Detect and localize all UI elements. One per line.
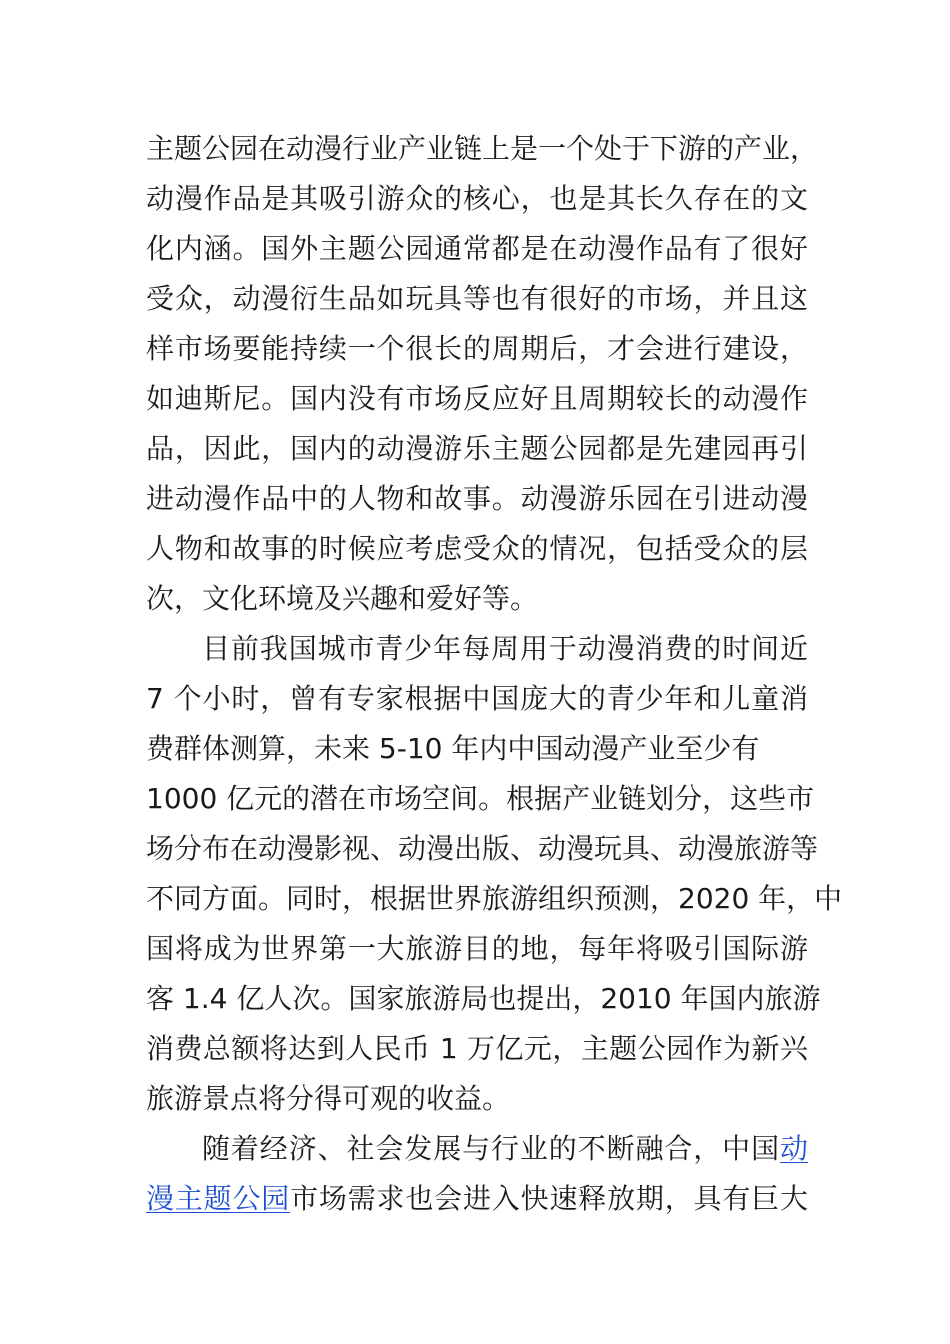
article-body <box>146 124 843 1224</box>
text-line: 7 个小时，曾有专家根据中国庞大的青少年和儿童消 <box>146 682 808 715</box>
text-line: 如迪斯尼。国内没有市场反应好且周期较长的动漫作 <box>146 382 808 415</box>
text-line: 样市场要能持续一个很长的周期后，才会进行建设， <box>146 332 808 365</box>
text-line: 受众，动漫衍生品如玩具等也有很好的市场，并且这 <box>146 282 808 315</box>
text-line <box>146 1124 808 1174</box>
text-line <box>146 1174 808 1224</box>
text-line: 消费总额将达到人民币 1 万亿元，主题公园作为新兴 <box>146 1032 808 1065</box>
text-line: 客 1.4 亿人次。国家旅游局也提出，2010 年国内旅游 <box>146 982 821 1015</box>
text-line: 场分布在动漫影视、动漫出版、动漫玩具、动漫旅游等 <box>146 832 819 865</box>
text-line: 进动漫作品中的人物和故事。动漫游乐园在引进动漫 <box>146 482 808 515</box>
text-line: 国将成为世界第一大旅游目的地，每年将吸引国际游 <box>146 932 808 965</box>
text-line: 旅游景点将分得可观的收益。 <box>146 1082 511 1115</box>
text-line: 不同方面。同时，根据世界旅游组织预测，2020 年，中 <box>146 882 843 915</box>
text-line: 费群体测算，未来 5-10 年内中国动漫产业至少有 <box>146 732 760 765</box>
text-segment: 随着经济、社会发展与行业的不断融合，中国 <box>202 1132 780 1165</box>
text-line: 化内涵。国外主题公园通常都是在动漫作品有了很好 <box>146 232 808 265</box>
text-line: 目前我国城市青少年每周用于动漫消费的时间近 <box>202 632 808 665</box>
text-line: 动漫作品是其吸引游众的核心，也是其长久存在的文 <box>146 182 808 215</box>
theme-park-link-part2[interactable]: 漫主题公园 <box>146 1182 291 1215</box>
text-line: 人物和故事的时候应考虑受众的情况，包括受众的层 <box>146 532 808 565</box>
text-segment: 市场需求也会进入快速释放期，具有巨大 <box>290 1182 808 1215</box>
text-line: 次，文化环境及兴趣和爱好等。 <box>146 582 539 615</box>
text-line: 主题公园在动漫行业产业链上是一个处于下游的产业， <box>146 132 819 165</box>
theme-park-link-part1[interactable]: 动 <box>779 1132 808 1165</box>
text-line: 1000 亿元的潜在市场空间。根据产业链划分，这些市 <box>146 782 815 815</box>
text-line: 品，因此，国内的动漫游乐主题公园都是先建园再引 <box>146 432 808 465</box>
